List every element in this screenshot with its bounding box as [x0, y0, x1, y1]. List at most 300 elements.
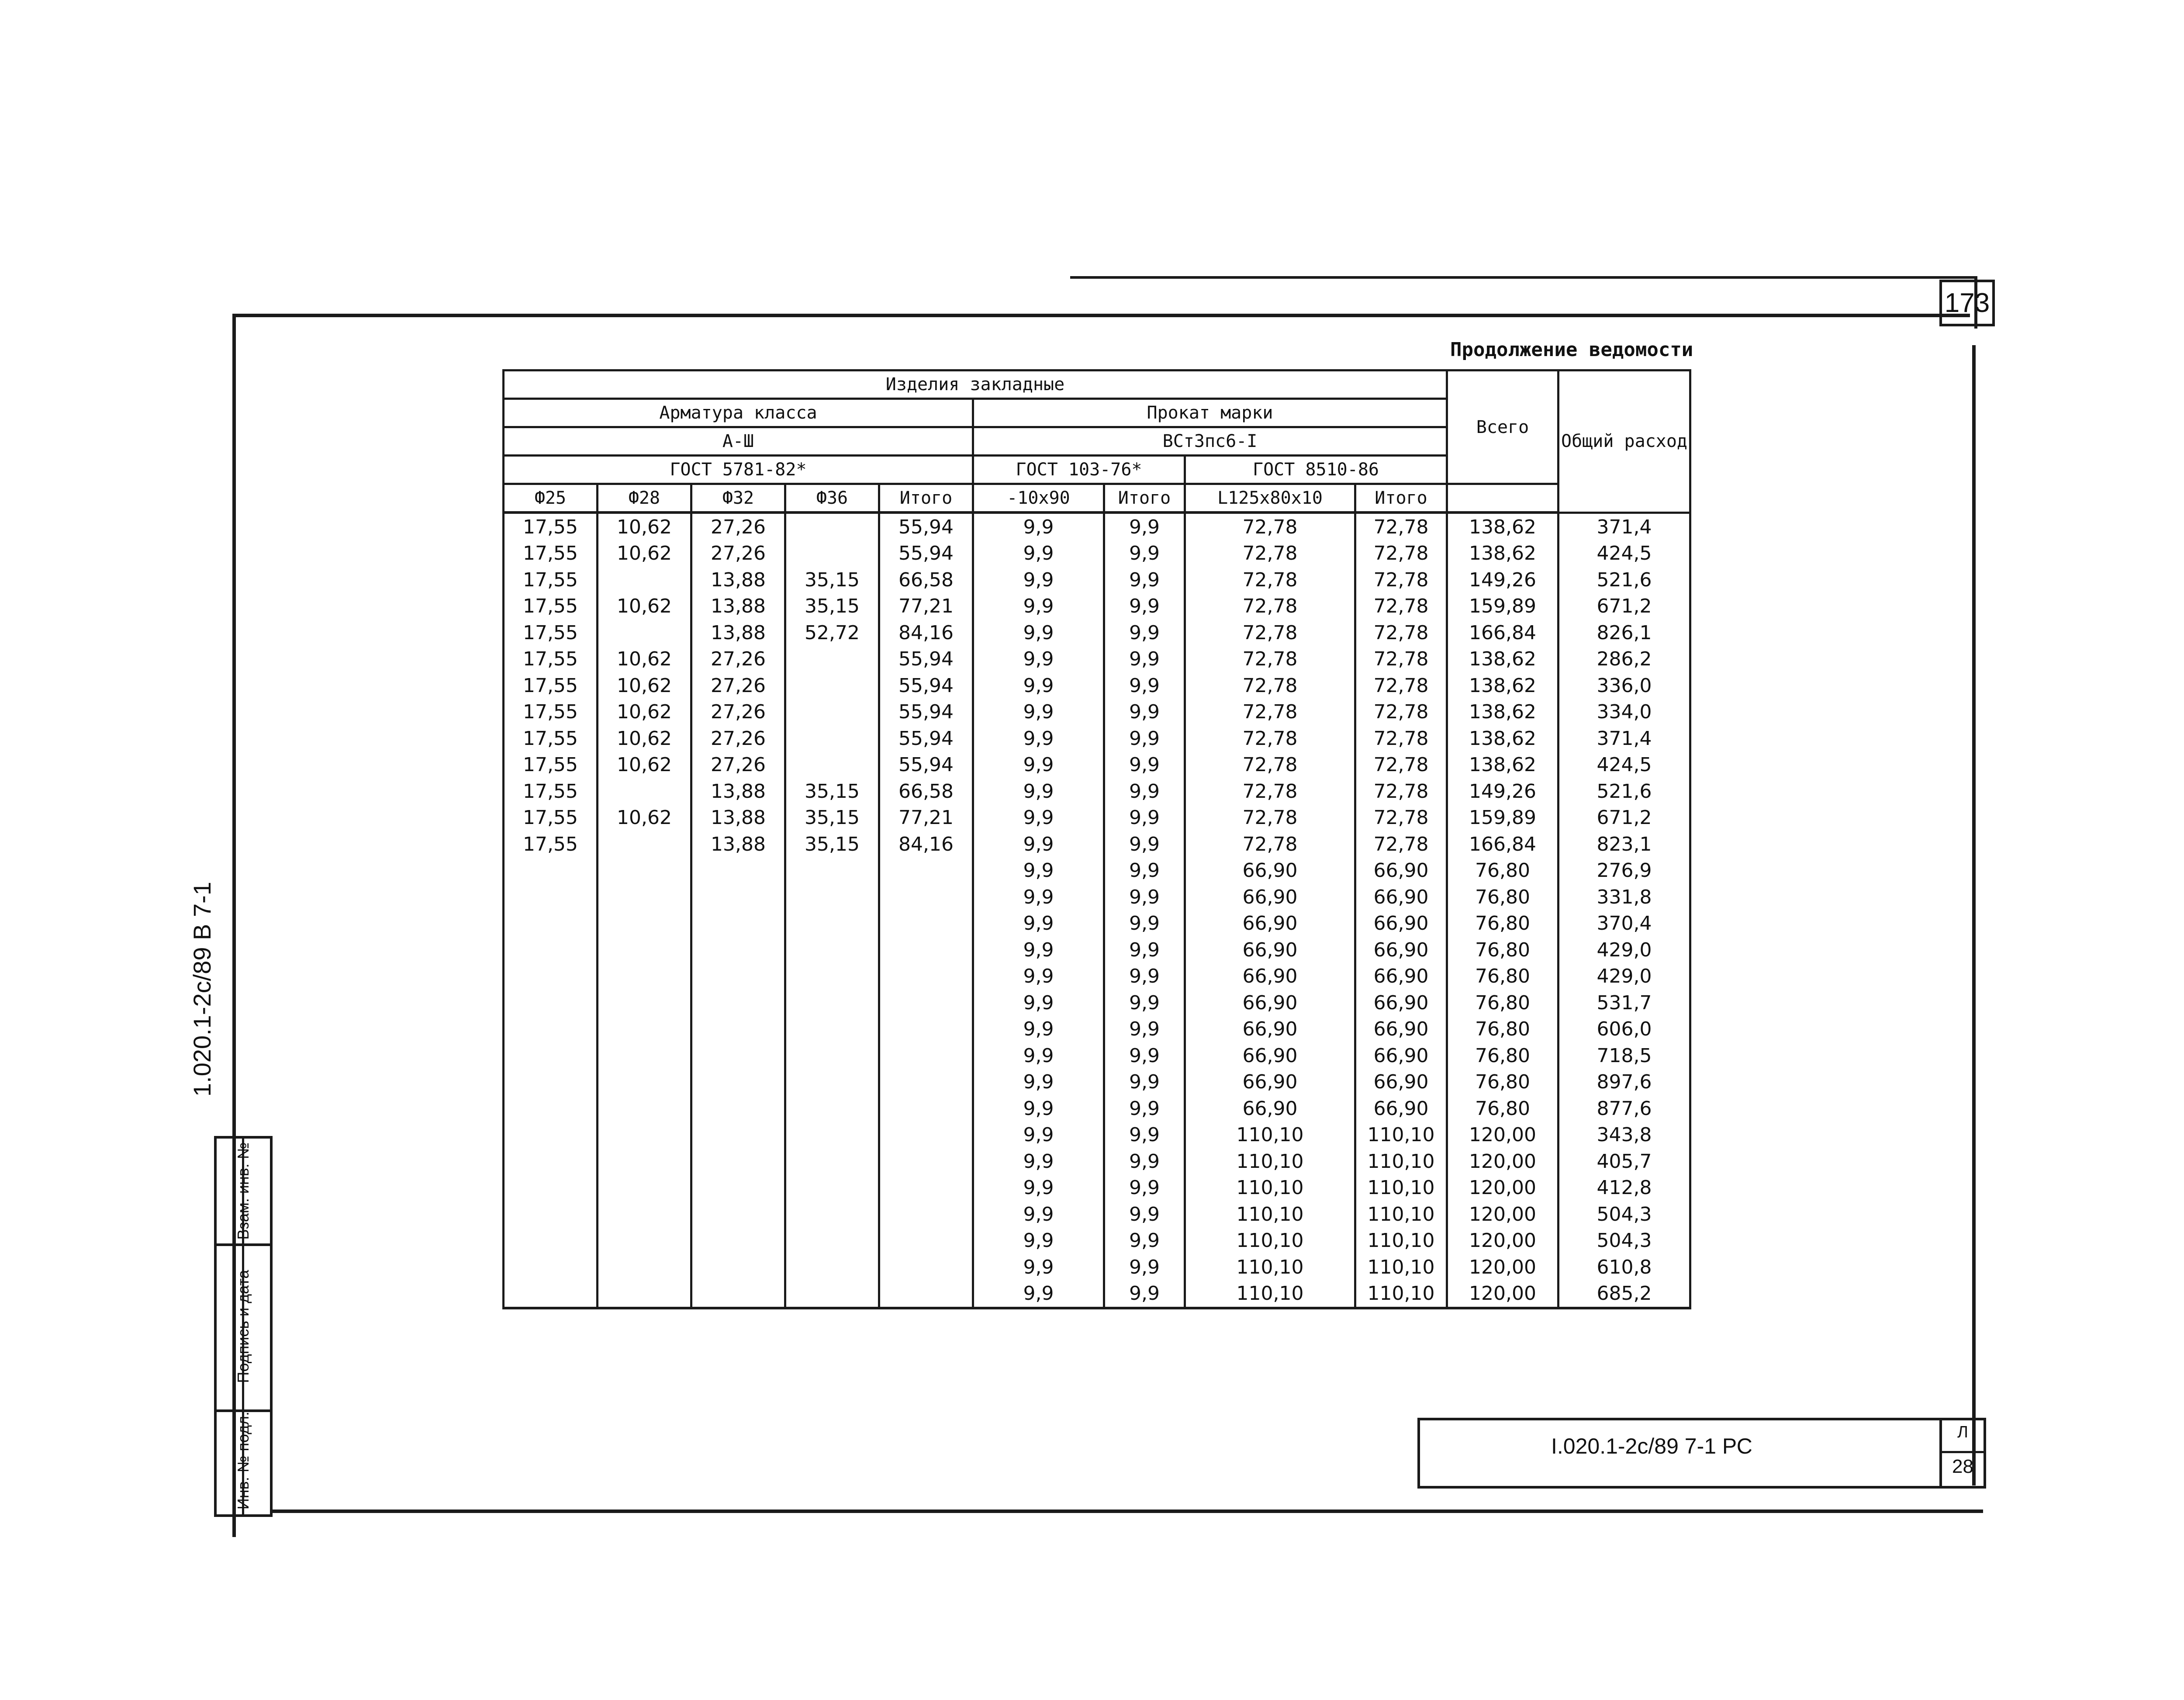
header-armature-title: Арматура класса	[504, 399, 973, 427]
table-cell: 405,7	[1559, 1148, 1690, 1175]
table-row	[504, 1122, 1690, 1149]
table-cell: 17,55	[504, 672, 598, 699]
table-cell: 17,55	[504, 593, 598, 620]
table-cell: 671,2	[1559, 805, 1690, 831]
table-cell: 27,26	[691, 540, 785, 567]
table-cell: 9,9	[973, 512, 1104, 540]
table-cell: 9,9	[1104, 1201, 1185, 1228]
table-cell: 9,9	[1104, 646, 1185, 673]
table-cell: 76,80	[1447, 884, 1559, 911]
table-cell: 72,78	[1355, 646, 1447, 673]
table-cell: 9,9	[1104, 1175, 1185, 1201]
table-cell	[879, 858, 973, 884]
table-cell: 72,78	[1355, 699, 1447, 726]
table-cell	[785, 1281, 879, 1309]
table-cell: 331,8	[1559, 884, 1690, 911]
table-cell	[598, 1122, 691, 1149]
header-general-consumption: Общий расход	[1559, 370, 1690, 513]
table-cell: 72,78	[1355, 620, 1447, 646]
table-cell	[785, 646, 879, 673]
table-cell: 9,9	[973, 1148, 1104, 1175]
table-cell: 120,00	[1447, 1281, 1559, 1309]
column-header: Ф25	[504, 484, 598, 513]
table-cell: 504,3	[1559, 1228, 1690, 1254]
table-cell: 72,78	[1185, 725, 1355, 752]
table-cell	[785, 672, 879, 699]
table-cell: 9,9	[973, 1016, 1104, 1043]
table-cell: 276,9	[1559, 858, 1690, 884]
table-cell: 17,55	[504, 699, 598, 726]
table-cell: 76,80	[1447, 1069, 1559, 1096]
table-cell	[598, 1228, 691, 1254]
table-row	[504, 937, 1690, 963]
table-cell	[504, 937, 598, 963]
table-cell: 72,78	[1355, 725, 1447, 752]
table-cell: 55,94	[879, 699, 973, 726]
frame-top-line-upper	[1070, 276, 1974, 279]
table-cell	[785, 1148, 879, 1175]
table-cell: 77,21	[879, 805, 973, 831]
table-cell: 370,4	[1559, 911, 1690, 937]
table-cell	[504, 1122, 598, 1149]
table-cell	[504, 858, 598, 884]
table-cell	[785, 1095, 879, 1122]
table-cell	[691, 1281, 785, 1309]
table-cell: 35,15	[785, 805, 879, 831]
table-cell: 343,8	[1559, 1122, 1690, 1149]
table-cell: 371,4	[1559, 512, 1690, 540]
table-cell: 429,0	[1559, 937, 1690, 963]
table-cell	[598, 1148, 691, 1175]
table-cell: 55,94	[879, 512, 973, 540]
table-cell	[504, 1281, 598, 1309]
table-cell	[691, 1254, 785, 1281]
table-row	[504, 620, 1690, 646]
table-cell	[879, 1016, 973, 1043]
table-cell	[785, 540, 879, 567]
table-row	[504, 805, 1690, 831]
table-cell	[785, 1016, 879, 1043]
table-cell: 10,62	[598, 699, 691, 726]
table-body	[504, 512, 1690, 1308]
table-row	[504, 540, 1690, 567]
table-cell	[785, 725, 879, 752]
table-cell	[691, 884, 785, 911]
table-cell: 159,89	[1447, 805, 1559, 831]
table-row	[504, 1254, 1690, 1281]
table-cell: 120,00	[1447, 1148, 1559, 1175]
table-cell	[879, 1148, 973, 1175]
table-cell: 17,55	[504, 646, 598, 673]
table-cell	[879, 884, 973, 911]
table-cell	[598, 1016, 691, 1043]
table-cell: 149,26	[1447, 778, 1559, 805]
table-cell	[691, 1069, 785, 1096]
table-cell: 17,55	[504, 752, 598, 779]
table-cell: 9,9	[973, 1175, 1104, 1201]
table-row	[504, 593, 1690, 620]
table-cell: 9,9	[973, 1228, 1104, 1254]
table-cell: 72,78	[1355, 512, 1447, 540]
table-cell	[504, 884, 598, 911]
table-cell	[598, 963, 691, 990]
table-cell	[691, 937, 785, 963]
table-cell: 138,62	[1447, 752, 1559, 779]
table-cell	[879, 911, 973, 937]
table-cell	[879, 990, 973, 1016]
table-cell	[598, 1042, 691, 1069]
table-cell	[691, 858, 785, 884]
table-cell: 17,55	[504, 778, 598, 805]
table-cell: 72,78	[1185, 512, 1355, 540]
table-cell: 17,55	[504, 805, 598, 831]
table-cell: 72,78	[1185, 540, 1355, 567]
table-cell: 66,90	[1355, 990, 1447, 1016]
table-cell	[785, 1069, 879, 1096]
table-cell: 110,10	[1355, 1175, 1447, 1201]
table-cell: 138,62	[1447, 646, 1559, 673]
table-cell: 76,80	[1447, 911, 1559, 937]
table-cell	[598, 911, 691, 937]
table-cell: 429,0	[1559, 963, 1690, 990]
table-cell: 120,00	[1447, 1228, 1559, 1254]
table-cell	[504, 1042, 598, 1069]
table-cell: 9,9	[973, 752, 1104, 779]
table-cell: 35,15	[785, 778, 879, 805]
table-cell	[598, 1175, 691, 1201]
table-cell: 9,9	[973, 699, 1104, 726]
table-cell	[691, 1042, 785, 1069]
table-cell: 72,78	[1185, 752, 1355, 779]
table-row	[504, 1228, 1690, 1254]
table-cell: 66,90	[1355, 858, 1447, 884]
column-header: Ф32	[691, 484, 785, 513]
table-cell: 9,9	[973, 778, 1104, 805]
table-cell: 76,80	[1447, 858, 1559, 884]
table-cell	[785, 752, 879, 779]
table-cell	[598, 620, 691, 646]
table-cell: 9,9	[1104, 699, 1185, 726]
stamp-field-signature	[217, 1243, 270, 1412]
table-cell: 17,55	[504, 540, 598, 567]
table-cell: 9,9	[973, 540, 1104, 567]
table-cell: 138,62	[1447, 540, 1559, 567]
table-cell: 826,1	[1559, 620, 1690, 646]
table-cell: 9,9	[973, 937, 1104, 963]
table-cell: 66,90	[1185, 937, 1355, 963]
table-cell: 10,62	[598, 646, 691, 673]
table-cell: 9,9	[973, 567, 1104, 593]
header-prokat-grade: ВСт3пс6-I	[973, 427, 1447, 456]
table-cell	[504, 1254, 598, 1281]
table-cell	[785, 937, 879, 963]
table-cell: 9,9	[973, 1254, 1104, 1281]
header-prokat-gost-strip: ГОСТ 103-76*	[973, 456, 1185, 484]
table-cell: 9,9	[973, 990, 1104, 1016]
table-cell	[785, 858, 879, 884]
table-cell	[691, 990, 785, 1016]
table-cell: 10,62	[598, 805, 691, 831]
table-cell: 72,78	[1185, 778, 1355, 805]
table-cell	[504, 911, 598, 937]
column-header-total-spacer	[1447, 484, 1559, 513]
table-row	[504, 1042, 1690, 1069]
table-cell	[691, 1175, 785, 1201]
table-cell: 66,90	[1355, 1069, 1447, 1096]
table-cell: 84,16	[879, 831, 973, 858]
table-cell: 9,9	[973, 725, 1104, 752]
table-cell	[879, 937, 973, 963]
table-cell: 166,84	[1447, 620, 1559, 646]
table-cell	[785, 1201, 879, 1228]
page-number: 173	[1939, 280, 1995, 326]
table-cell: 371,4	[1559, 725, 1690, 752]
header-prokat-gost-angle: ГОСТ 8510-86	[1185, 456, 1447, 484]
table-cell	[504, 1148, 598, 1175]
table-cell: 9,9	[973, 858, 1104, 884]
table-cell: 66,90	[1355, 1042, 1447, 1069]
table-cell: 66,90	[1355, 963, 1447, 990]
table-row	[504, 884, 1690, 911]
title-block	[1417, 1418, 1986, 1489]
stamp-field-inventory	[217, 1409, 270, 1512]
table-cell: 718,5	[1559, 1042, 1690, 1069]
column-header: Ф36	[785, 484, 879, 513]
table-cell: 9,9	[1104, 1228, 1185, 1254]
table-cell: 27,26	[691, 725, 785, 752]
table-cell: 138,62	[1447, 699, 1559, 726]
table-cell	[785, 911, 879, 937]
frame-top-line	[236, 314, 1970, 317]
table-cell: 110,10	[1185, 1122, 1355, 1149]
table-cell: 72,78	[1355, 593, 1447, 620]
table-cell: 286,2	[1559, 646, 1690, 673]
table-row	[504, 1095, 1690, 1122]
table-cell: 110,10	[1355, 1148, 1447, 1175]
table-cell: 9,9	[1104, 752, 1185, 779]
table-cell	[785, 1122, 879, 1149]
table-cell	[879, 1122, 973, 1149]
table-cell: 17,55	[504, 512, 598, 540]
table-cell: 35,15	[785, 593, 879, 620]
table-cell	[691, 1148, 785, 1175]
table-cell: 877,6	[1559, 1095, 1690, 1122]
table-cell: 77,21	[879, 593, 973, 620]
table-cell: 336,0	[1559, 672, 1690, 699]
frame-bottom-line	[271, 1510, 1983, 1513]
table-cell	[504, 1175, 598, 1201]
table-cell: 9,9	[1104, 1281, 1185, 1309]
table-cell: 9,9	[1104, 778, 1185, 805]
table-cell: 13,88	[691, 567, 785, 593]
table-cell: 35,15	[785, 831, 879, 858]
table-cell	[598, 884, 691, 911]
table-cell	[785, 512, 879, 540]
approval-stamp	[214, 1136, 273, 1517]
table-cell: 10,62	[598, 512, 691, 540]
table-cell: 72,78	[1185, 672, 1355, 699]
table-cell: 55,94	[879, 725, 973, 752]
table-cell: 9,9	[1104, 1095, 1185, 1122]
table-cell	[504, 1228, 598, 1254]
table-cell: 9,9	[973, 805, 1104, 831]
table-cell: 110,10	[1355, 1201, 1447, 1228]
table-cell: 66,90	[1185, 1042, 1355, 1069]
table-cell: 334,0	[1559, 699, 1690, 726]
table-cell: 66,90	[1185, 1069, 1355, 1096]
table-cell	[691, 1201, 785, 1228]
table-cell: 66,90	[1185, 911, 1355, 937]
header-total: Всего	[1447, 370, 1559, 484]
table-cell	[598, 1095, 691, 1122]
table-cell: 72,78	[1185, 831, 1355, 858]
table-cell: 72,78	[1355, 752, 1447, 779]
table-cell: 66,90	[1185, 884, 1355, 911]
table-cell	[691, 1095, 785, 1122]
table-row	[504, 1016, 1690, 1043]
table-cell: 412,8	[1559, 1175, 1690, 1201]
table-cell: 9,9	[1104, 512, 1185, 540]
table-cell: 13,88	[691, 805, 785, 831]
stamp-field-replacement	[217, 1139, 270, 1246]
table-cell: 35,15	[785, 567, 879, 593]
table-cell: 9,9	[1104, 672, 1185, 699]
table-cell: 17,55	[504, 567, 598, 593]
table-cell: 72,78	[1355, 672, 1447, 699]
table-cell: 72,78	[1185, 646, 1355, 673]
column-header: Итого	[1355, 484, 1447, 513]
materials-table	[502, 369, 1691, 1309]
table-cell	[879, 1069, 973, 1096]
table-cell	[504, 1201, 598, 1228]
table-cell: 9,9	[973, 911, 1104, 937]
table-cell: 84,16	[879, 620, 973, 646]
table-cell	[785, 963, 879, 990]
table-cell: 76,80	[1447, 1095, 1559, 1122]
table-cell: 27,26	[691, 752, 785, 779]
table-cell: 166,84	[1447, 831, 1559, 858]
table-cell	[785, 699, 879, 726]
table-cell	[504, 990, 598, 1016]
table-cell: 76,80	[1447, 990, 1559, 1016]
table-cell: 9,9	[1104, 1254, 1185, 1281]
table-cell: 9,9	[1104, 937, 1185, 963]
table-cell: 110,10	[1185, 1175, 1355, 1201]
table-row	[504, 672, 1690, 699]
table-cell: 110,10	[1355, 1254, 1447, 1281]
table-cell: 9,9	[1104, 858, 1185, 884]
table-cell: 9,9	[1104, 831, 1185, 858]
table-cell: 66,90	[1185, 1016, 1355, 1043]
table-row	[504, 831, 1690, 858]
sheet-number: 28	[1942, 1451, 1984, 1478]
document-code: I.020.1-2c/89 7-1 РС	[1551, 1434, 1752, 1458]
table-row	[504, 911, 1690, 937]
column-header: Итого	[879, 484, 973, 513]
table-cell: 10,62	[598, 672, 691, 699]
table-cell	[598, 1069, 691, 1096]
table-cell: 9,9	[973, 672, 1104, 699]
table-cell: 66,90	[1185, 990, 1355, 1016]
table-row	[504, 646, 1690, 673]
table-row	[504, 990, 1690, 1016]
table-cell: 72,78	[1185, 699, 1355, 726]
header-armature-class: А-Ш	[504, 427, 973, 456]
table-row	[504, 1281, 1690, 1309]
table-cell	[879, 1042, 973, 1069]
table-cell: 72,78	[1185, 593, 1355, 620]
table-cell: 159,89	[1447, 593, 1559, 620]
table-cell	[879, 1281, 973, 1309]
table-cell	[691, 1016, 785, 1043]
table-cell: 13,88	[691, 593, 785, 620]
table-cell: 9,9	[973, 1095, 1104, 1122]
side-document-code-text: 1.020.1-2с/89 В 7-1	[188, 882, 216, 1097]
stamp-label: Подпись и дата	[234, 1270, 252, 1383]
table-cell: 110,10	[1355, 1281, 1447, 1309]
table-row	[504, 567, 1690, 593]
table-cell: 9,9	[1104, 620, 1185, 646]
table-cell: 52,72	[785, 620, 879, 646]
table-cell: 9,9	[973, 1042, 1104, 1069]
table-cell: 13,88	[691, 831, 785, 858]
table-cell: 9,9	[1104, 990, 1185, 1016]
table-row	[504, 858, 1690, 884]
table-cell	[504, 1069, 598, 1096]
table-cell: 521,6	[1559, 567, 1690, 593]
table-cell: 685,2	[1559, 1281, 1690, 1309]
table-cell: 120,00	[1447, 1254, 1559, 1281]
table-cell	[879, 1095, 973, 1122]
table-cell: 9,9	[1104, 911, 1185, 937]
header-prokat-title: Прокат марки	[973, 399, 1447, 427]
table-cell	[598, 778, 691, 805]
table-cell: 671,2	[1559, 593, 1690, 620]
table-cell	[504, 1016, 598, 1043]
table-cell	[879, 963, 973, 990]
column-header: L125x80x10	[1185, 484, 1355, 513]
table-cell: 9,9	[1104, 1148, 1185, 1175]
table-cell: 504,3	[1559, 1201, 1690, 1228]
table-cell: 66,58	[879, 778, 973, 805]
column-header-row	[504, 484, 1690, 513]
table-cell	[504, 963, 598, 990]
table-cell: 17,55	[504, 831, 598, 858]
table-caption: Продолжение ведомости	[1450, 339, 1693, 361]
table-row	[504, 963, 1690, 990]
table-cell: 17,55	[504, 620, 598, 646]
table-cell: 76,80	[1447, 1042, 1559, 1069]
table-cell: 72,78	[1185, 567, 1355, 593]
table-cell: 897,6	[1559, 1069, 1690, 1096]
table-cell	[598, 1201, 691, 1228]
table-cell: 13,88	[691, 778, 785, 805]
stamp-label: Взам. инв. №	[234, 1142, 252, 1240]
table-cell: 9,9	[973, 1281, 1104, 1309]
table-cell	[598, 1254, 691, 1281]
table-cell: 72,78	[1355, 567, 1447, 593]
table-cell: 27,26	[691, 646, 785, 673]
table-cell	[879, 1254, 973, 1281]
table-cell: 149,26	[1447, 567, 1559, 593]
table-cell: 9,9	[1104, 593, 1185, 620]
table-cell: 823,1	[1559, 831, 1690, 858]
table-cell: 66,90	[1185, 1095, 1355, 1122]
table-cell: 138,62	[1447, 672, 1559, 699]
table-cell: 110,10	[1185, 1148, 1355, 1175]
table-cell	[785, 1175, 879, 1201]
table-cell: 138,62	[1447, 725, 1559, 752]
